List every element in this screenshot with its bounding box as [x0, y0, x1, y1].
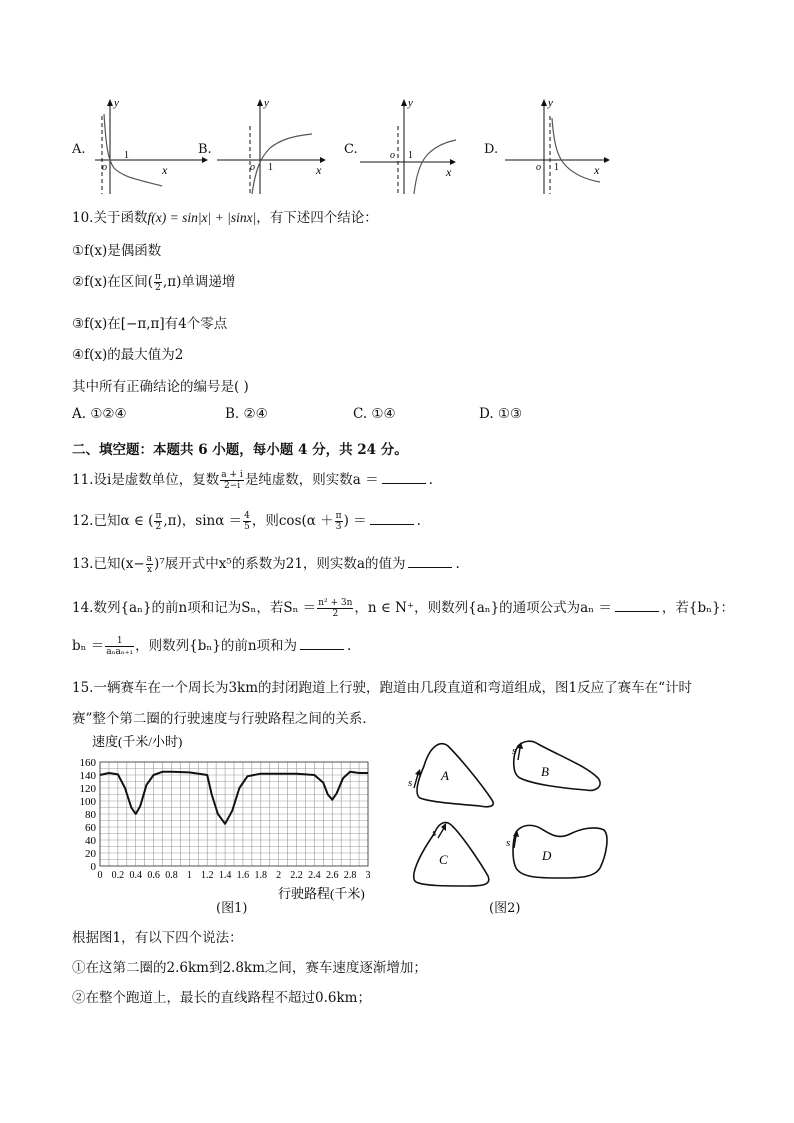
- q10-c2-fraction: [154, 272, 162, 293]
- q14-line-1: [72, 596, 734, 619]
- x-tick-label: 2.6: [326, 870, 339, 881]
- x-tick-label: 0: [97, 870, 103, 881]
- q10-c2-num: π: [155, 272, 161, 282]
- q15-statement-1: ①在这第二圈的2.6km到2.8km之间，赛车速度逐渐增加；: [72, 960, 427, 976]
- q14-num: n² + 3n: [318, 598, 353, 608]
- track-a: [417, 744, 493, 807]
- q13-end: .: [455, 556, 460, 572]
- y-tick-label: 160: [79, 757, 96, 769]
- q15-statement-2: ②在整个跑道上，最长的直线路程不超过0.6km；: [72, 990, 371, 1006]
- q14-den: 2: [332, 609, 339, 619]
- y-tick-label: 0: [90, 861, 96, 873]
- q10-c2-den: 2: [155, 283, 161, 293]
- y-axis-label: 速度(千米/小时): [92, 734, 183, 749]
- q10-conclusion-2: [72, 270, 235, 293]
- track-c: [414, 822, 489, 886]
- q14-fraction: [317, 598, 353, 619]
- q10-option-c[interactable]: C. ①④: [353, 406, 396, 422]
- option-d-graph: [500, 96, 620, 196]
- track-d-label: D: [542, 848, 552, 863]
- svg-text:o: o: [250, 162, 255, 173]
- track-b-s: s: [512, 745, 517, 757]
- option-b-label: B.: [198, 142, 212, 157]
- q10-c2-suffix: ,π)单调递增: [162, 274, 236, 290]
- track-c-label: C: [439, 852, 448, 867]
- option-c-graph: [358, 96, 478, 196]
- q14-line2b: ，则数列{bₙ}的前n项和为: [135, 638, 298, 654]
- x-tick-label: 2.2: [290, 870, 303, 881]
- x-tick-label: 1: [186, 870, 192, 881]
- q14-b-num: 1: [105, 636, 134, 647]
- q10-conclusion-4: ④f(x)的最大值为2: [72, 347, 184, 363]
- y-tick-label: 40: [85, 835, 96, 847]
- q13-answer-blank[interactable]: [408, 555, 452, 568]
- svg-text:x: x: [162, 163, 168, 177]
- q10-stem-suffix: ，有下述四个结论：: [256, 210, 378, 226]
- q12-answer-blank[interactable]: [370, 512, 414, 525]
- q14-answer-blank-1[interactable]: [615, 599, 659, 612]
- x-tick-label: 1.8: [254, 870, 268, 881]
- x-tick-label: 0.6: [147, 870, 160, 881]
- q12-fraction-sin: [243, 511, 251, 532]
- svg-text:y: y: [408, 97, 413, 109]
- q10-option-b[interactable]: B. ②④: [225, 406, 268, 422]
- q12-mid: ,π)，sinα ＝: [163, 513, 243, 529]
- q10-question: 其中所有正确结论的编号是( ): [72, 379, 249, 395]
- section-2-heading: 二、填空题：本题共 6 小题，每小题 4 分，共 24 分。: [72, 442, 408, 458]
- svg-text:o: o: [102, 162, 107, 173]
- q13-prefix: 13.已知(x−: [72, 556, 145, 572]
- q12-sin-num: 4: [244, 511, 250, 521]
- track-b: [514, 741, 600, 790]
- option-b-graph: [212, 96, 332, 196]
- q11-den: 2−i: [223, 481, 241, 491]
- track-b-label: B: [541, 764, 549, 779]
- figure-2-tracks: [400, 736, 620, 896]
- q12-end: .: [416, 513, 421, 529]
- q12: [72, 509, 421, 532]
- figure-2-caption: (图2): [489, 901, 521, 916]
- track-a-s: s: [408, 777, 413, 789]
- q10-option-d[interactable]: D. ①③: [479, 406, 523, 422]
- q13-num: a: [146, 554, 153, 564]
- y-tick-label: 80: [85, 809, 96, 821]
- svg-text:o: o: [536, 162, 541, 173]
- x-axis-label: 行驶路程(千米): [278, 886, 365, 901]
- x-tick-label: 0.8: [165, 870, 178, 881]
- y-tick-label: 60: [85, 822, 96, 834]
- q12-suffix: ) ＝: [343, 513, 367, 529]
- svg-text:y: y: [264, 97, 269, 109]
- q12-pi-den: 2: [155, 522, 162, 532]
- q14-line1c: ，若{bₙ}：: [661, 600, 735, 616]
- q11-fraction: [220, 470, 244, 491]
- q12-fraction-pi3: [335, 511, 343, 532]
- x-tick-label: 2: [276, 870, 282, 881]
- option-c-label: C.: [344, 142, 358, 157]
- svg-text:o: o: [390, 150, 395, 161]
- q12-cos-num: π: [335, 511, 342, 521]
- x-tick-label: 1.4: [218, 870, 232, 881]
- q15-line-2: 赛”整个第二圈的行驶速度与行驶路程之间的关系．: [72, 711, 376, 727]
- svg-text:x: x: [316, 163, 322, 177]
- q10-stem: [72, 206, 378, 226]
- q12-sin-den: 5: [244, 522, 250, 532]
- q10-option-a[interactable]: A. ①②④: [72, 406, 127, 422]
- x-tick-label: 0.4: [129, 870, 142, 881]
- q14-b-fraction: [105, 636, 134, 657]
- svg-text:1: 1: [268, 162, 273, 173]
- y-tick-label: 20: [85, 848, 96, 860]
- q11: [72, 468, 433, 491]
- q11-num: a + i: [221, 470, 243, 480]
- y-tick-label: 140: [79, 770, 96, 782]
- x-tick-label: 1.6: [236, 870, 250, 881]
- q13: [72, 552, 460, 575]
- option-a-label: A.: [72, 142, 86, 157]
- q12-mid2: ，则cos(α ＋: [251, 513, 334, 529]
- x-tick-label: 3: [365, 870, 371, 881]
- track-d-s: s: [506, 837, 511, 849]
- q13-fraction: [146, 554, 153, 575]
- q10-function: f(x) = sin|x| + |sinx|: [147, 210, 257, 225]
- q11-suffix: 是纯虚数，则实数a ＝: [244, 472, 379, 488]
- figure-1-caption: (图1): [216, 901, 248, 916]
- q12-cos-den: 3: [335, 522, 342, 532]
- q10-conclusion-1: ①f(x)是偶函数: [72, 243, 162, 259]
- x-tick-label: 1.2: [200, 870, 214, 881]
- q12-fraction-pi2: [154, 511, 162, 532]
- q14-end: .: [347, 638, 352, 654]
- q12-prefix: 12.已知α ∈ (: [72, 513, 154, 529]
- svg-text:x: x: [594, 163, 600, 177]
- q12-pi-num: π: [155, 511, 162, 521]
- q11-prefix: 11.设i是虚数单位，复数: [72, 472, 220, 488]
- q14-line1: 14.数列{aₙ}的前n项和记为Sₙ，若Sₙ ＝: [72, 600, 317, 616]
- q10-stem-prefix: 10.关于函数: [72, 210, 148, 226]
- q13-suffix: )⁷展开式中x⁵的系数为21，则实数a的值为: [154, 556, 406, 572]
- option-a-graph: [90, 96, 210, 196]
- figure-1-speed-chart: [68, 732, 388, 904]
- q14-line1b: ，n ∈ N⁺，则数列{aₙ}的通项公式为aₙ ＝: [354, 600, 612, 616]
- x-tick-label: 2.4: [308, 870, 321, 881]
- q11-answer-blank[interactable]: [382, 471, 426, 484]
- svg-text:1: 1: [124, 150, 129, 161]
- y-tick-label: 120: [79, 783, 96, 795]
- y-tick-label: 100: [79, 796, 96, 808]
- q14-b-den: aₙaₙ₊₁: [106, 647, 134, 657]
- option-d-label: D.: [484, 142, 499, 157]
- x-tick-label: 2.8: [343, 870, 357, 881]
- svg-text:x: x: [446, 165, 452, 179]
- svg-text:y: y: [114, 97, 119, 109]
- q14-line2a: bₙ ＝: [72, 638, 105, 654]
- track-c-s: s: [432, 827, 437, 839]
- q14-answer-blank-2[interactable]: [300, 637, 344, 650]
- q15-line-1: 15.一辆赛车在一个周长为3km的封闭跑道上行驶，跑道由几段直道和弯道组成，图1反应了赛车在“计时: [72, 680, 693, 696]
- svg-text:1: 1: [408, 150, 413, 161]
- q13-den: x: [146, 565, 152, 575]
- x-tick-label: 0.2: [111, 870, 125, 881]
- q10-conclusion-3: ③f(x)在[−π,π]有4个零点: [72, 316, 228, 332]
- svg-text:1: 1: [554, 162, 559, 173]
- q14-line-2: [72, 634, 351, 657]
- q15-after: 根据图1，有以下四个说法：: [72, 930, 243, 946]
- q9-option-graphs: [60, 96, 620, 200]
- track-a-label: A: [441, 768, 449, 783]
- q10-c2-prefix: ②f(x)在区间(: [72, 274, 154, 290]
- svg-text:y: y: [548, 97, 553, 109]
- q11-end: .: [428, 472, 433, 488]
- track-d: [513, 825, 607, 878]
